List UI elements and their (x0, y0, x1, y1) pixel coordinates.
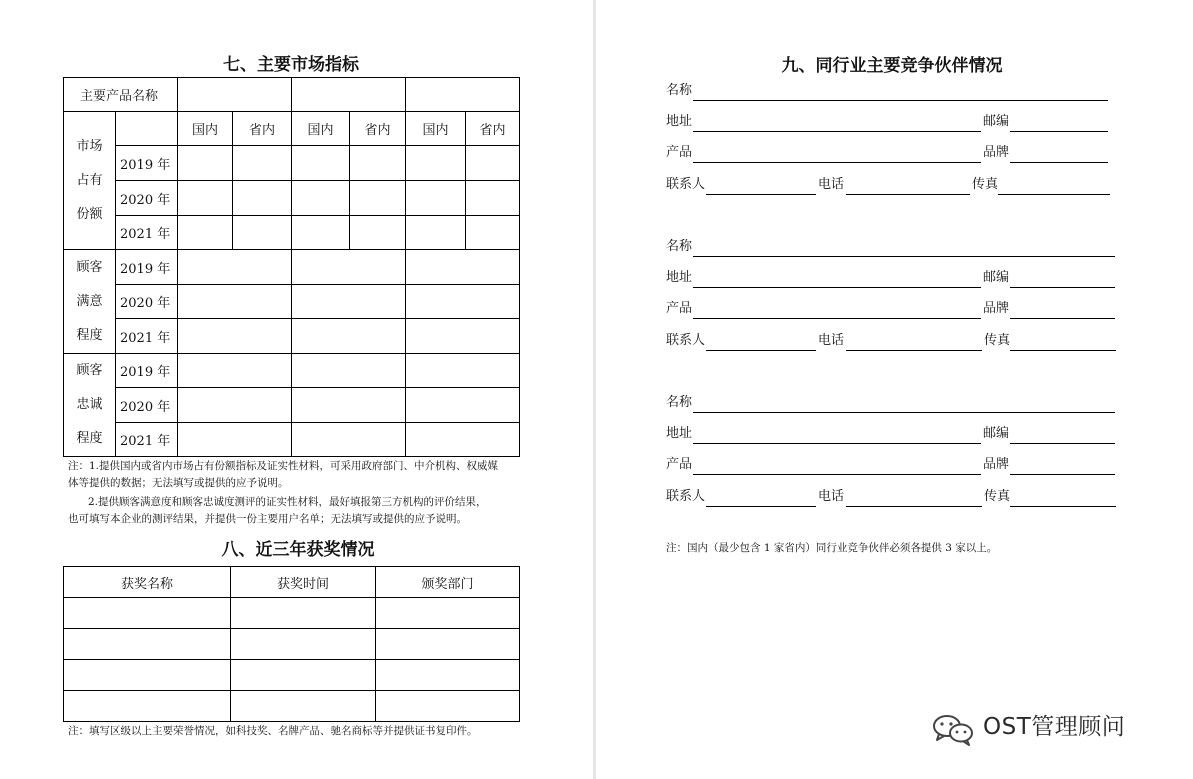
year-label: 2020 年 (116, 181, 178, 216)
group-label-customer-loyalty: 顾客 忠诚 程度 (64, 354, 116, 457)
section8-title: 八、近三年获奖情况 (221, 540, 375, 560)
name-label: 名称 (666, 83, 693, 98)
input-cell[interactable] (406, 319, 520, 354)
competitor-2-product-row (666, 299, 1116, 319)
competitor-3-product-row (666, 455, 1116, 475)
brand-field[interactable] (1010, 162, 1108, 163)
input-cell[interactable] (178, 354, 292, 388)
award-header-name: 获奖名称 (64, 567, 231, 598)
phone-field[interactable] (846, 506, 982, 507)
fax-label: 传真 (972, 177, 999, 192)
address-field[interactable] (693, 287, 981, 288)
contact-field[interactable] (706, 194, 816, 195)
input-cell[interactable] (406, 388, 520, 423)
award-header-time: 获奖时间 (231, 567, 376, 598)
competitor-1-product-row (666, 143, 1116, 163)
competitor-1-address-row (666, 112, 1116, 132)
award-cell[interactable] (231, 598, 376, 629)
input-cell[interactable] (350, 181, 406, 216)
award-cell[interactable] (231, 629, 376, 660)
input-cell[interactable] (292, 423, 406, 457)
product-field[interactable] (693, 162, 981, 163)
wechat-icon (931, 712, 975, 746)
award-cell[interactable] (376, 691, 520, 722)
input-cell[interactable] (406, 354, 520, 388)
input-cell[interactable] (406, 250, 520, 285)
address-label: 地址 (666, 270, 693, 285)
section9-note: 注：国内（最少包含 1 家省内）同行业竞争伙伴必须各提供 3 家以上。 (666, 542, 998, 554)
competitor-3-address-row (666, 424, 1116, 444)
input-cell[interactable] (292, 319, 406, 354)
input-cell[interactable] (178, 319, 292, 354)
section7-note-line-3: 2.提供顾客满意度和顾客忠诚度测评的证实性材料，最好填报第三方机构的评价结果， (88, 496, 487, 508)
competitor-2-name-row (666, 237, 1116, 257)
input-cell[interactable] (178, 216, 233, 250)
input-cell[interactable] (178, 388, 292, 423)
product-label: 产品 (666, 145, 693, 160)
contact-field[interactable] (706, 350, 816, 351)
postcode-label: 邮编 (983, 270, 1010, 285)
input-cell[interactable] (292, 250, 406, 285)
group-label-market-share: 市场 占有 份额 (64, 112, 116, 250)
award-cell[interactable] (64, 629, 231, 660)
address-label: 地址 (666, 426, 693, 441)
col-header: 国内 (406, 112, 466, 146)
product-name-cell-1[interactable] (178, 78, 292, 112)
award-cell[interactable] (376, 598, 520, 629)
award-cell[interactable] (376, 629, 520, 660)
input-cell[interactable] (178, 285, 292, 319)
brand-label: 品牌 (983, 145, 1010, 160)
brand-field[interactable] (1010, 318, 1115, 319)
input-cell[interactable] (350, 146, 406, 181)
competitor-1-name-row (666, 81, 1116, 101)
address-field[interactable] (693, 131, 981, 132)
year-label: 2019 年 (116, 354, 178, 388)
input-cell[interactable] (466, 216, 520, 250)
col-header: 国内 (178, 112, 233, 146)
fax-label: 传真 (984, 489, 1011, 504)
product-label: 产品 (666, 301, 693, 316)
name-label: 名称 (666, 239, 693, 254)
input-cell[interactable] (233, 146, 292, 181)
input-cell[interactable] (233, 181, 292, 216)
contact-label: 联系人 (666, 489, 706, 504)
product-label: 产品 (666, 457, 693, 472)
market-indicator-table (63, 77, 520, 457)
year-label: 2020 年 (116, 388, 178, 423)
input-cell[interactable] (292, 146, 350, 181)
input-cell[interactable] (406, 216, 466, 250)
award-header-issuer: 颁奖部门 (376, 567, 520, 598)
award-cell[interactable] (64, 660, 231, 691)
award-cell[interactable] (231, 660, 376, 691)
postcode-field[interactable] (1010, 131, 1108, 132)
address-label: 地址 (666, 114, 693, 129)
product-name-cell-3[interactable] (406, 78, 520, 112)
name-label: 名称 (666, 395, 693, 410)
product-field[interactable] (693, 318, 981, 319)
input-cell[interactable] (292, 216, 350, 250)
postcode-label: 邮编 (983, 426, 1010, 441)
fax-field[interactable] (1010, 350, 1116, 351)
contact-field[interactable] (706, 506, 816, 507)
input-cell[interactable] (292, 181, 350, 216)
award-cell[interactable] (231, 691, 376, 722)
name-field[interactable] (693, 100, 1108, 101)
award-cell[interactable] (64, 598, 231, 629)
year-label: 2020 年 (116, 285, 178, 319)
input-cell[interactable] (466, 146, 520, 181)
brand-label: 品牌 (983, 457, 1010, 472)
year-label: 2021 年 (116, 216, 178, 250)
phone-label: 电话 (818, 489, 845, 504)
input-cell[interactable] (406, 181, 466, 216)
competitor-3-name-row (666, 393, 1116, 413)
section8-note: 注：填写区级以上主要荣誉情况，如科技奖、名牌产品、驰名商标等并提供证书复印件。 (68, 725, 478, 737)
input-cell[interactable] (406, 423, 520, 457)
input-cell[interactable] (406, 146, 466, 181)
section7-title: 七、主要市场指标 (223, 55, 359, 75)
postcode-field[interactable] (1010, 287, 1115, 288)
brand-label: 品牌 (983, 301, 1010, 316)
award-cell[interactable] (376, 660, 520, 691)
year-label: 2021 年 (116, 319, 178, 354)
input-cell[interactable] (466, 181, 520, 216)
col-header: 国内 (292, 112, 350, 146)
col-header: 省内 (350, 112, 406, 146)
contact-label: 联系人 (666, 177, 706, 192)
input-cell[interactable] (233, 216, 292, 250)
input-cell[interactable] (178, 181, 233, 216)
phone-field[interactable] (846, 194, 970, 195)
header-blank-cell (116, 112, 178, 146)
input-cell[interactable] (292, 388, 406, 423)
year-label: 2019 年 (116, 250, 178, 285)
input-cell[interactable] (292, 285, 406, 319)
award-table (63, 566, 520, 722)
product-field[interactable] (693, 474, 981, 475)
input-cell[interactable] (406, 285, 520, 319)
group-label-customer-satisfaction: 顾客 满意 程度 (64, 250, 116, 354)
postcode-field[interactable] (1010, 443, 1115, 444)
product-name-cell-2[interactable] (292, 78, 406, 112)
input-cell[interactable] (292, 354, 406, 388)
input-cell[interactable] (178, 146, 233, 181)
award-cell[interactable] (64, 691, 231, 722)
contact-label: 联系人 (666, 333, 706, 348)
fax-field[interactable] (998, 194, 1110, 195)
postcode-label: 邮编 (983, 114, 1010, 129)
input-cell[interactable] (350, 216, 406, 250)
section7-note-line-2: 体等提供的数据；无法填写或提供的应予说明。 (68, 477, 289, 489)
brand-field[interactable] (1010, 474, 1115, 475)
section7-note-line-4: 也可填写本企业的测评结果，并提供一份主要用户名单；无法填写或提供的应予说明。 (68, 513, 467, 525)
competitor-2-contact-row (666, 331, 1116, 351)
section7-note-line-1: 注：1.提供国内或省内市场占有份额指标及证实性材料，可采用政府部门、中介机构、权威媒 (68, 460, 499, 472)
col-header: 省内 (466, 112, 520, 146)
section9-title: 九、同行业主要竞争伙伴情况 (781, 56, 1003, 76)
name-field[interactable] (693, 412, 1115, 413)
fax-field[interactable] (1010, 506, 1116, 507)
phone-field[interactable] (846, 350, 982, 351)
fax-label: 传真 (984, 333, 1011, 348)
col-header: 省内 (233, 112, 292, 146)
year-label: 2021 年 (116, 423, 178, 457)
competitor-3-contact-row (666, 487, 1116, 507)
competitor-2-address-row (666, 268, 1116, 288)
name-field[interactable] (693, 256, 1115, 257)
watermark-text: OST管理顾问 (983, 714, 1126, 740)
year-label: 2019 年 (116, 146, 178, 181)
phone-label: 电话 (818, 333, 845, 348)
product-name-label: 主要产品名称 (64, 78, 178, 112)
address-field[interactable] (693, 443, 981, 444)
input-cell[interactable] (178, 250, 292, 285)
input-cell[interactable] (178, 423, 292, 457)
competitor-1-contact-row (666, 175, 1116, 195)
phone-label: 电话 (818, 177, 845, 192)
